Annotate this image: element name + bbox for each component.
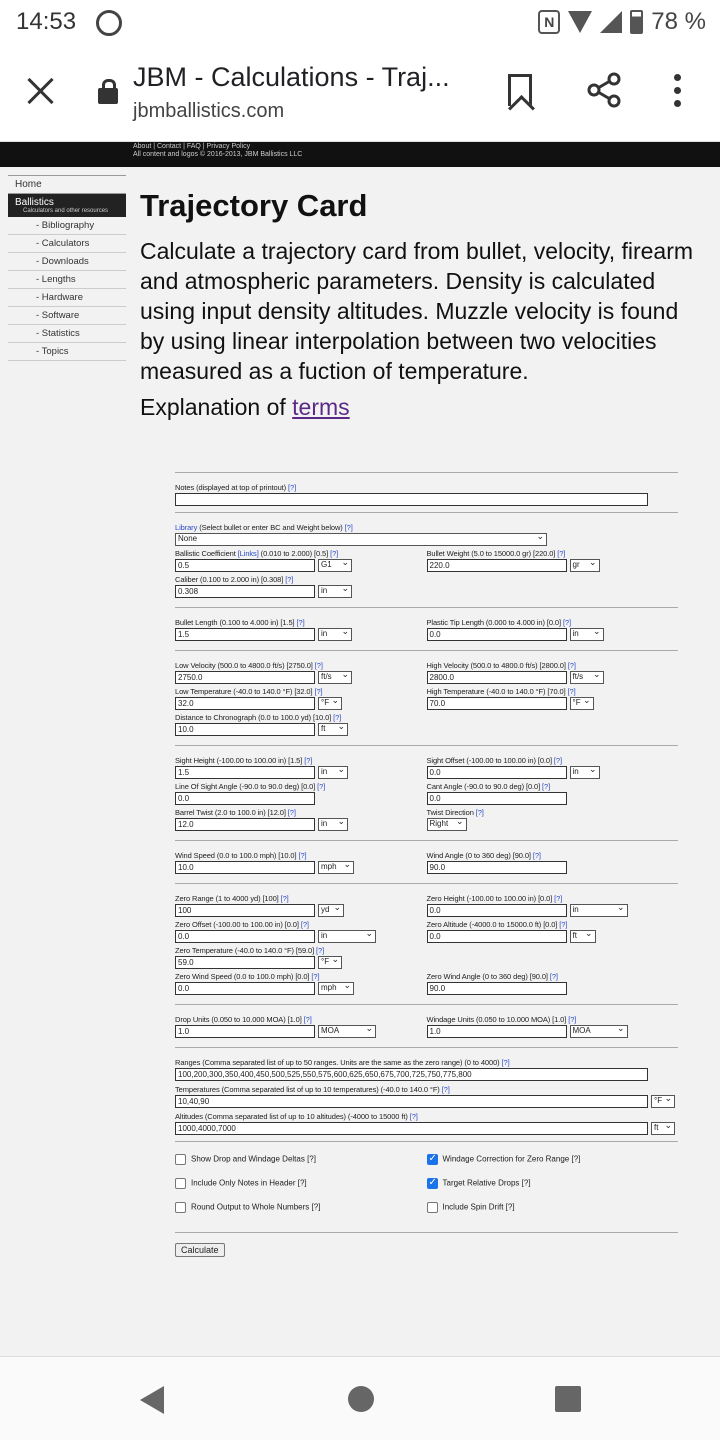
velocity-section: [175, 650, 678, 745]
zero-wind-speed-input[interactable]: 0.0: [175, 982, 315, 995]
web-page: [0, 142, 720, 1356]
sidebar-item-calculators[interactable]: - Calculators: [8, 235, 126, 253]
zero-temp-unit-select[interactable]: °F ⌄: [318, 956, 342, 969]
high-velocity-unit-select[interactable]: ft/s ⌄: [570, 671, 604, 684]
lists-section: [175, 1047, 678, 1141]
bullet-weight-label: Bullet Weight (5.0 to 15000.0 gr) [220.0] [?]: [426, 549, 566, 558]
twist-direction-label: Twist Direction [?]: [426, 808, 484, 817]
round-output-label: Round Output to Whole Numbers: [191, 1202, 310, 1212]
zero-temp-input[interactable]: 59.0: [175, 956, 315, 969]
wind-angle-input[interactable]: 90.0: [427, 861, 567, 874]
zero-height-unit-select[interactable]: in ⌄: [570, 904, 628, 917]
length-section: [175, 607, 678, 650]
sidebar-item-lengths[interactable]: - Lengths: [8, 271, 126, 289]
page-title: Trajectory Card: [140, 188, 368, 223]
notes-label: Notes (displayed at top of printout) [?]: [175, 483, 297, 492]
barrel-twist-unit-select[interactable]: in ⌄: [318, 818, 348, 831]
library-select[interactable]: None ⌄: [175, 533, 547, 546]
low-velocity-label: Low Velocity (500.0 to 4800.0 ft/s) [2750.0] [?]: [175, 661, 323, 670]
zero-offset-input[interactable]: 0.0: [175, 930, 315, 943]
sidebar-item-label: Ballistics: [15, 197, 54, 208]
bookmark-icon[interactable]: [508, 74, 532, 106]
chrono-distance-unit-select[interactable]: ft ⌄: [318, 723, 348, 736]
page-description: Calculate a trajectory card from bullet, velocity, firearm and atmospheric parameters. Density is calculated using input density altitudes. Muzzle velocity is found by using linear interpolation between two velocities measured as a fuction of temperature.: [140, 238, 694, 384]
los-angle-label: Line Of Sight Angle (-90.0 to 90.0 deg) [0.0] [?]: [175, 782, 326, 791]
sight-offset-unit-select[interactable]: in ⌄: [570, 766, 600, 779]
round-output-checkbox[interactable]: [175, 1202, 186, 1213]
recent-apps-icon[interactable]: [555, 1386, 581, 1412]
wifi-icon: [568, 11, 592, 33]
high-temp-input[interactable]: 70.0: [427, 697, 567, 710]
bc-label: Ballistic Coefficient [Links] (0.010 to 2.000) [0.5] [?]: [175, 549, 339, 558]
zero-range-label: Zero Range (1 to 4000 yd) [100] [?]: [175, 894, 289, 903]
terms-link[interactable]: terms: [292, 394, 350, 420]
tab-title[interactable]: JBM - Calculations - Traj...: [133, 62, 450, 92]
drop-units-select[interactable]: MOA ⌄: [318, 1025, 376, 1038]
sidebar-nav: [8, 175, 126, 361]
ranges-input[interactable]: 100,200,300,350,400,450,500,525,550,575,600,625,650,675,700,725,750,775,800: [175, 1068, 648, 1081]
windage-correction-checkbox[interactable]: [427, 1154, 438, 1165]
target-relative-label: Target Relative Drops: [442, 1178, 520, 1188]
system-nav-bar: [0, 1356, 720, 1440]
explanation-prefix: Explanation of: [140, 394, 293, 420]
main-content: [140, 188, 700, 421]
zero-height-input[interactable]: 0.0: [427, 904, 567, 917]
show-deltas-checkbox[interactable]: [175, 1154, 186, 1165]
sidebar-item-topics[interactable]: - Topics: [8, 343, 126, 361]
sight-height-input[interactable]: 1.5: [175, 766, 315, 779]
site-banner: [0, 142, 720, 167]
plastic-tip-input[interactable]: 0.0: [427, 628, 567, 641]
bullet-weight-input[interactable]: 220.0: [427, 559, 567, 572]
zero-wind-angle-label: Zero Wind Angle (0 to 360 deg) [90.0] [?]: [426, 972, 558, 981]
zero-range-unit-select[interactable]: yd ⌄: [318, 904, 344, 917]
drop-units-label: Drop Units (0.050 to 10.000 MOA) [1.0] [?]: [175, 1015, 312, 1024]
low-velocity-input[interactable]: 2750.0: [175, 671, 315, 684]
signal-icon: [600, 11, 622, 33]
chrono-distance-label: Distance to Chronograph (0.0 to 100.0 yd) [10.0] [?]: [175, 713, 342, 722]
low-temp-input[interactable]: 32.0: [175, 697, 315, 710]
caliber-unit-select[interactable]: in ⌄: [318, 585, 352, 598]
altitudes-input[interactable]: 1000,4000,7000: [175, 1122, 648, 1135]
wind-angle-label: Wind Angle (0 to 360 deg) [90.0] [?]: [426, 851, 541, 860]
twist-direction-select[interactable]: Right ⌄: [427, 818, 467, 831]
banner-links[interactable]: About | Contact | FAQ | Privacy Policy: [133, 143, 251, 150]
caliber-label: Caliber (0.100 to 2.000 in) [0.308] [?]: [175, 575, 294, 584]
wind-speed-label: Wind Speed (0.0 to 100.0 mph) [10.0] [?]: [175, 851, 307, 860]
windage-units-select[interactable]: MOA ⌄: [570, 1025, 628, 1038]
sidebar-item-bibliography[interactable]: - Bibliography: [8, 217, 126, 235]
sight-offset-input[interactable]: 0.0: [427, 766, 567, 779]
plastic-tip-label: Plastic Tip Length (0.000 to 4.000 in) [0.0] [?]: [426, 618, 571, 627]
zero-section: [175, 883, 678, 1004]
barrel-twist-label: Barrel Twist (2.0 to 100.0 in) [12.0] [?]: [175, 808, 296, 817]
back-icon[interactable]: [140, 1386, 164, 1414]
sidebar-item-subtitle: Calculators and other resources: [23, 208, 109, 214]
sight-offset-label: Sight Offset (-100.00 to 100.00 in) [0.0] [?]: [426, 756, 562, 765]
los-angle-input[interactable]: 0.0: [175, 792, 315, 805]
library-label: Library (Select bullet or enter BC and Weight below) [?]: [175, 523, 353, 532]
spin-drift-checkbox[interactable]: [427, 1202, 438, 1213]
browser-toolbar: [0, 44, 720, 142]
trajectory-form: [175, 472, 678, 1263]
high-temp-unit-select[interactable]: °F ⌄: [570, 697, 594, 710]
wind-speed-unit-select[interactable]: mph ⌄: [318, 861, 354, 874]
high-temp-label: High Temperature (-40.0 to 140.0 °F) [70.0] [?]: [426, 687, 576, 696]
target-relative-checkbox[interactable]: [427, 1178, 438, 1189]
notes-header-label: Include Only Notes in Header: [191, 1178, 296, 1188]
low-temp-unit-select[interactable]: °F ⌄: [318, 697, 342, 710]
sidebar-item-downloads[interactable]: - Downloads: [8, 253, 126, 271]
units-section: [175, 1004, 678, 1047]
status-time: 14:53: [16, 8, 77, 35]
close-icon[interactable]: [26, 76, 56, 106]
status-icons: [538, 8, 706, 36]
share-icon[interactable]: [586, 72, 622, 108]
zero-temp-label: Zero Temperature (-40.0 to 140.0 °F) [59.0] [?]: [175, 946, 325, 955]
caliber-input[interactable]: 0.308: [175, 585, 315, 598]
zero-altitude-input[interactable]: 0.0: [427, 930, 567, 943]
wind-speed-input[interactable]: 10.0: [175, 861, 315, 874]
nfc-icon: N: [538, 10, 560, 34]
chrono-distance-input[interactable]: 10.0: [175, 723, 315, 736]
sight-height-label: Sight Height (-100.00 to 100.00 in) [1.5] [?]: [175, 756, 313, 765]
banner-copyright: All content and logos © 2016-2013, JBM Ballistics LLC: [133, 151, 303, 158]
status-bar: [0, 0, 720, 44]
windage-units-input[interactable]: 1.0: [427, 1025, 567, 1038]
sidebar-item-statistics[interactable]: - Statistics: [8, 325, 126, 343]
windage-units-label: Windage Units (0.050 to 10.000 MOA) [1.0] [?]: [426, 1015, 577, 1024]
windage-correction-label: Windage Correction for Zero Range: [442, 1154, 570, 1164]
zero-altitude-label: Zero Altitude (-4000.0 to 15000.0 ft) [0.0] [?]: [426, 920, 568, 929]
battery-icon: [630, 10, 643, 34]
ranges-label: Ranges (Comma separated list of up to 50 ranges. Units are the same as the zero range) (0 to 4000) [?]: [175, 1058, 510, 1067]
bullet-length-label: Bullet Length (0.100 to 4.000 in) [1.5] [?]: [175, 618, 305, 627]
barrel-twist-input[interactable]: 12.0: [175, 818, 315, 831]
cant-angle-label: Cant Angle (-90.0 to 90.0 deg) [0.0] [?]: [426, 782, 551, 791]
bc-input[interactable]: 0.5: [175, 559, 315, 572]
options-section: Show Drop and Windage Deltas [?] ✓ Windage Correction for Zero Range [?] Include Only Notes in Header [?] ✓ Target Relative Drops [?] Round Output to Whole Numbers [?] Include Spin Drift [?]: [175, 1141, 678, 1232]
drop-units-input[interactable]: 1.0: [175, 1025, 315, 1038]
plastic-tip-unit-select[interactable]: in ⌄: [570, 628, 604, 641]
more-options-icon[interactable]: [674, 74, 684, 110]
zero-range-input[interactable]: 100: [175, 904, 315, 917]
zero-offset-unit-select[interactable]: in ⌄: [318, 930, 376, 943]
sidebar-item-home[interactable]: Home: [8, 175, 126, 194]
zero-offset-label: Zero Offset (-100.00 to 100.00 in) [0.0] [?]: [175, 920, 309, 929]
bullet-length-unit-select[interactable]: in ⌄: [318, 628, 352, 641]
cant-angle-input[interactable]: 0.0: [427, 792, 567, 805]
high-velocity-label: High Velocity (500.0 to 4800.0 ft/s) [2800.0] [?]: [426, 661, 576, 670]
show-deltas-label: Show Drop and Windage Deltas: [191, 1154, 305, 1164]
sidebar-item-hardware[interactable]: - Hardware: [8, 289, 126, 307]
zero-wind-speed-unit-select[interactable]: mph ⌄: [318, 982, 354, 995]
zero-wind-angle-input[interactable]: 90.0: [427, 982, 567, 995]
calculate-button[interactable]: Calculate: [175, 1243, 225, 1257]
notes-header-checkbox[interactable]: [175, 1178, 186, 1189]
temperatures-unit-select[interactable]: °F ⌄: [651, 1095, 675, 1108]
altitudes-label: Altitudes (Comma separated list of up to 10 altitudes) (-4000 to 15000 ft) [?]: [175, 1112, 418, 1121]
sidebar-item-ballistics[interactable]: [8, 194, 126, 217]
battery-percent: 78 %: [651, 8, 706, 35]
bullet-length-input[interactable]: 1.5: [175, 628, 315, 641]
sight-height-unit-select[interactable]: in ⌄: [318, 766, 348, 779]
whatsapp-icon: [96, 10, 122, 36]
low-temp-label: Low Temperature (-40.0 to 140.0 °F) [32.0] [?]: [175, 687, 323, 696]
zero-wind-speed-label: Zero Wind Speed (0.0 to 100.0 mph) [0.0] [?]: [175, 972, 320, 981]
bullet-section: [175, 512, 678, 607]
spin-drift-label: Include Spin Drift: [442, 1202, 504, 1212]
low-velocity-unit-select[interactable]: ft/s ⌄: [318, 671, 352, 684]
submit-section: [175, 1232, 678, 1263]
notes-input[interactable]: [175, 493, 648, 506]
temperatures-input[interactable]: 10,40,90: [175, 1095, 648, 1108]
explanation-line: [140, 394, 700, 421]
zero-altitude-unit-select[interactable]: ft ⌄: [570, 930, 596, 943]
sidebar-item-software[interactable]: - Software: [8, 307, 126, 325]
high-velocity-input[interactable]: 2800.0: [427, 671, 567, 684]
notes-section: [175, 472, 678, 512]
temperatures-label: Temperatures (Comma separated list of up to 10 temperatures) (-40.0 to 140.0 °F) [?]: [175, 1085, 450, 1094]
lock-icon[interactable]: [98, 88, 118, 104]
bullet-weight-unit-select[interactable]: gr ⌄: [570, 559, 600, 572]
zero-height-label: Zero Height (-100.00 to 100.00 in) [0.0] [?]: [426, 894, 563, 903]
bc-drag-model-select[interactable]: G1 ⌄: [318, 559, 352, 572]
sight-section: [175, 745, 678, 840]
wind-section: [175, 840, 678, 883]
home-icon[interactable]: [348, 1386, 374, 1412]
altitudes-unit-select[interactable]: ft ⌄: [651, 1122, 675, 1135]
url-text[interactable]: jbmballistics.com: [133, 100, 285, 122]
